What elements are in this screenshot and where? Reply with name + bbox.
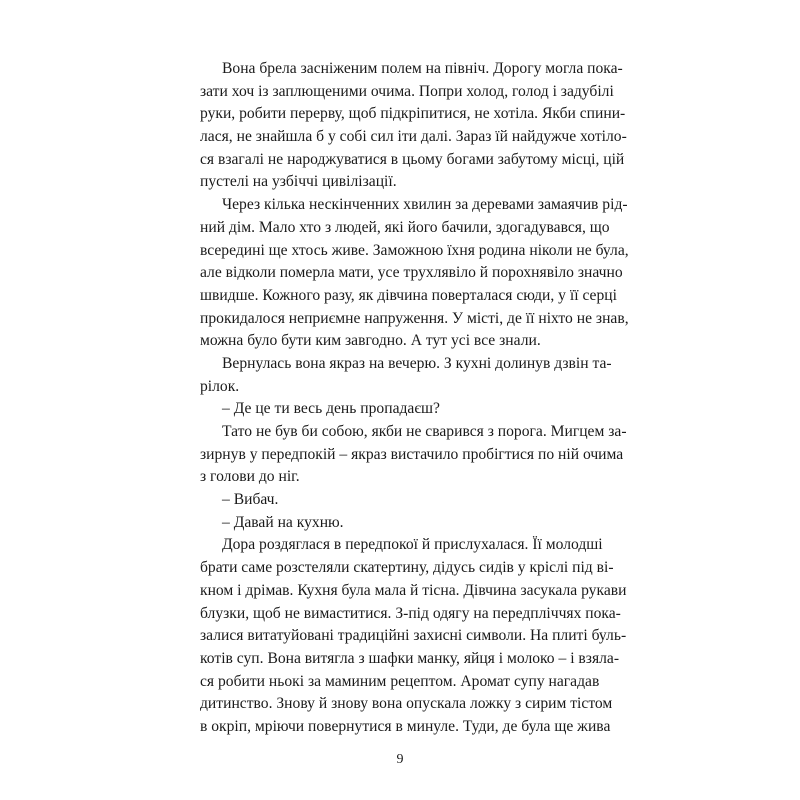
text-line: в окріп, мріючи повернутися в минуле. Туди, де була ще жива <box>200 717 611 735</box>
text-line: кном і дрімав. Кухня була мала й тісна. Дівчина засукала рукави <box>200 581 627 599</box>
text-line: Тато не був би собою, якби не сварився з порога. Мигцем за- <box>222 423 627 440</box>
text-line: але відколи померла мати, усе трухлявіло й порохнявіло значно <box>200 264 623 282</box>
text-line: ся робити ньокі за маминим рецептом. Аромат супу нагадав <box>200 672 600 690</box>
text-line: всередині ще хтось живе. Заможною їхня родина ніколи не була, <box>200 241 629 259</box>
text-line: – Де це ти весь день пропадаєш? <box>222 400 440 418</box>
paragraph <box>200 512 596 535</box>
body-text <box>200 58 629 739</box>
text-line: рілок. <box>200 377 240 395</box>
text-line: дитинство. Знову й знову вона опускала ложку з сирим тістом <box>200 695 613 713</box>
text-line: Вона брела засніженим полем на північ. Дорогу могла пока- <box>222 60 623 77</box>
paragraph <box>200 353 612 398</box>
text-line: пустелі на узбіччі цивілізації. <box>200 173 397 191</box>
text-line: зати хоч із заплющеними очима. Попри холод, голод і задубілі <box>200 82 614 100</box>
text-line: – Давай на кухню. <box>222 513 344 531</box>
text-line: блузки, щоб не вимаститися. З-під одягу на передпліччях пока- <box>200 604 621 622</box>
text-line: котів суп. Вона витягла з шафки манку, яйця і молоко – і взяла- <box>200 649 620 667</box>
paragraph <box>200 421 627 489</box>
text-line: Дора роздяглася в передпокої й прислухалася. Її молодші <box>222 536 603 554</box>
paragraph <box>200 534 627 738</box>
text-line: прокидалося неприємне напруження. У місті, де її ніхто не знав, <box>200 309 629 327</box>
text-line: з голови до ніг. <box>200 468 300 486</box>
text-line: брати саме розстеляли скатертину, дідусь сидів у кріслі під ві- <box>200 559 614 577</box>
paragraph <box>200 398 596 421</box>
text-line: – Вибач. <box>222 491 279 509</box>
text-line: лася, не знайшла б у собі сил іти далі. Зараз їй найдужче хотіло- <box>200 128 627 146</box>
text-line: Вернулась вона якраз на вечерю. З кухні долинув дзвін та- <box>222 354 612 372</box>
text-line: ний дім. Мало хто з людей, які його бачили, здогадувався, що <box>200 218 610 236</box>
text-line: Через кілька нескінченних хвилин за деревами замаячив рід- <box>222 196 628 214</box>
text-line: швидше. Кожного разу, як дівчина поверталася сюди, у її серці <box>200 286 617 304</box>
text-line: зирнув у передпокій – якраз вистачило пробігтися по ній очима <box>200 445 624 463</box>
text-line: ся взагалі не народжуватися в цьому богами забутому місці, цій <box>200 150 625 168</box>
text-line: можна було бути ким завгодно. А тут усі все знали. <box>200 332 541 350</box>
text-line: залися витатуйовані традиційні захисні символи. На плиті буль- <box>200 627 627 645</box>
paragraph <box>200 194 629 353</box>
paragraph <box>200 489 596 512</box>
paragraph <box>200 58 627 194</box>
page-number: 9 <box>396 752 404 767</box>
text-line: руки, робити перерву, щоб підкріпитися, не хотіла. Якби спини- <box>200 105 626 123</box>
